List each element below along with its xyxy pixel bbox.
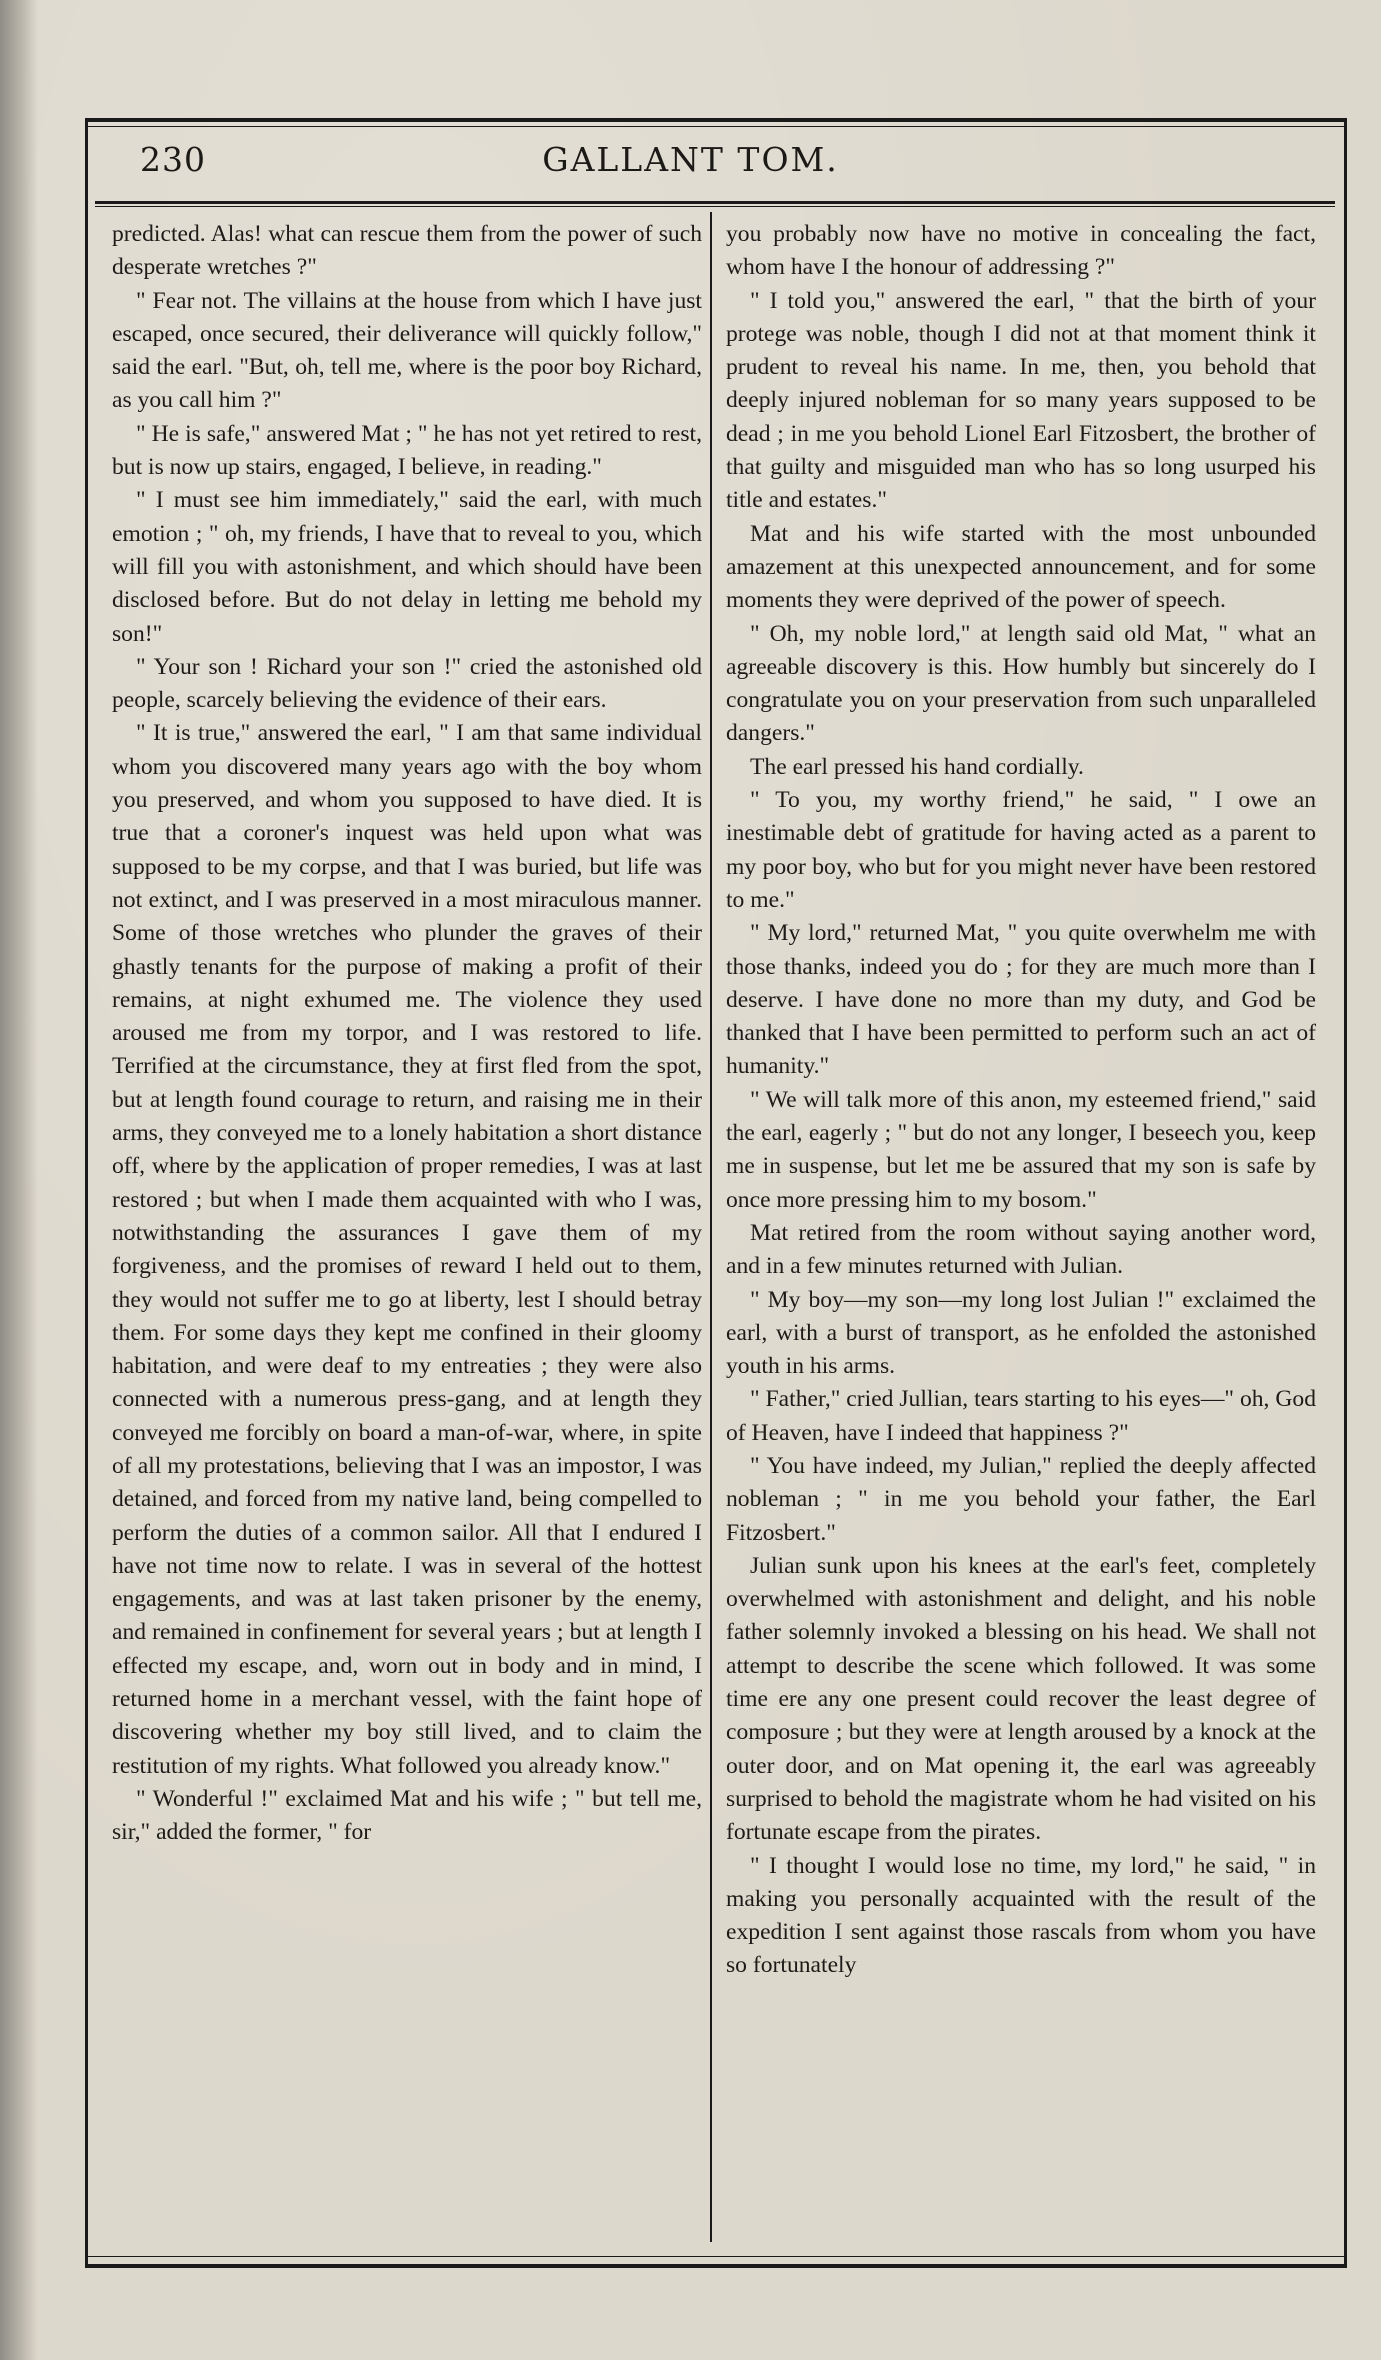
header-rule bbox=[95, 201, 1335, 204]
right-frame-rule bbox=[1344, 122, 1347, 2264]
paragraph: The earl pressed his hand cordially. bbox=[750, 753, 1084, 780]
paragraph: " I told you," answered the earl, " that the birth of your protege was noble, though I did not at that moment think it prudent to reveal his name. In me, then, you behold that deeply injured nobleman for so many years supposed to be dead ; in me you behold Lionel Earl Fitzosbert, the brother of that guilty and misguided man who has so long usurped his title and estates." bbox=[726, 287, 1316, 514]
running-title: GALLANT TOM. bbox=[542, 140, 839, 179]
paragraph: " We will talk more of this anon, my esteemed friend," said the earl, eagerly ; " but do not any longer, I beseech you, keep me in suspense, but let me be assured that my son is safe by once more pressing him to my bosom." bbox=[726, 1086, 1316, 1213]
paragraph: " It is true," answered the earl, " I am that same individual whom you discovered many years ago with the boy whom you preserved, and whom you supposed to have died. It is true that a coroner's inquest was held upon what was supposed to be my corpse, and that I was buried, but life was not extinct, and I was preserved in a most miraculous manner. Some of those wretches who plunder the graves of their ghastly tenants for the purpose of making a profit of their remains, at night exhumed me. The violence they used aroused me from my torpor, and I was restored to life. Terrified at the circumstance, they at first fled from the spot, but at length found courage to return, and raising me in their arms, they conveyed me to a lonely habitation a short distance off, where by the application of proper remedies, I was at last restored ; but when I made them acquainted with who I was, notwithstanding the assurances I gave them of my forgiveness, and the promises of reward I held out to them, they would not suffer me to go at liberty, lest I should betray them. For some days they kept me confined in their gloomy habitation, and were deaf to my entreaties ; they were also connected with a numerous press-gang, and at length they conveyed me forcibly on board a man-of-war, where, in spite of all my protestations, believing that I was an impostor, I was detained, and forced from my native land, being compelled to perform the duties of a common sailor. All that I endured I have not time now to relate. I was in several of the hottest engagements, and was at last taken prisoner by the enemy, and remained in confinement for several years ; but at length I effected my escape, and, worn out in body and in mind, I returned home in a merchant vessel, with the faint hope of discovering whether my boy still lived, and to claim the restitution of my rights. What followed you already know." bbox=[112, 720, 702, 1779]
bottom-border-thin-rule bbox=[85, 2256, 1347, 2257]
paragraph: " I must see him immediately," said the earl, with much emotion ; " oh, my friends, I have that to reveal to you, which will fill you with astonishment, and which should have been disclosed before. But do not delay in letting me behold my son!" bbox=[112, 487, 702, 647]
paragraph: Julian sunk upon his knees at the earl's feet, completely overwhelmed with astonishment and delight, and his noble father solemnly invoked a blessing on his head. We shall not attempt to describe the scene which followed. It was some time ere any one present could recover the least degree of composure ; but they were at length aroused by a knock at the outer door, and on Mat opening it, the earl was agreeably surprised to behold the magistrate whom he had visited on his fortunate escape from the pirates. bbox=[726, 1552, 1316, 1846]
paragraph: " You have indeed, my Julian," replied the deeply affected nobleman ; " in me you behold your father, the Earl Fitzosbert." bbox=[726, 1452, 1316, 1546]
left-column bbox=[112, 218, 702, 1850]
top-border-thin-rule bbox=[85, 126, 1347, 127]
page-gutter-shadow bbox=[0, 0, 38, 2360]
paragraph: " Wonderful !" exclaimed Mat and his wife ; " but tell me, sir," added the former, " for bbox=[112, 1785, 702, 1846]
paragraph: predicted. Alas! what can rescue them from the power of such desperate wretches ?" bbox=[112, 221, 702, 281]
left-frame-rule bbox=[85, 122, 88, 2264]
paragraph: Mat and his wife started with the most unbounded amazement at this unexpected announcement, and for some moments they were deprived of the power of speech. bbox=[726, 520, 1316, 614]
column-divider bbox=[710, 212, 712, 2242]
paragraph: " My boy—my son—my long lost Julian !" exclaimed the earl, with a burst of transport, as he enfolded the astonished youth in his arms. bbox=[726, 1286, 1316, 1380]
paragraph: " Your son ! Richard your son !" cried the astonished old people, scarcely believing the evidence of their ears. bbox=[112, 653, 702, 714]
page-number: 230 bbox=[140, 140, 206, 179]
top-border-rule bbox=[85, 118, 1347, 122]
paragraph: " Fear not. The villains at the house from which I have just escaped, once secured, their deliverance will quickly follow," said the earl. "But, oh, tell me, where is the poor boy Richard, as you call him ?" bbox=[112, 287, 702, 414]
paragraph: " To you, my worthy friend," he said, " I owe an inestimable debt of gratitude for having acted as a parent to my poor boy, who but for you might never have been restored to me." bbox=[726, 787, 1316, 913]
paragraph: " He is safe," answered Mat ; " he has not yet retired to rest, but is now up stairs, engaged, I believe, in reading." bbox=[112, 420, 702, 481]
paragraph: Mat retired from the room without saying another word, and in a few minutes returned with Julian. bbox=[726, 1219, 1316, 1280]
header-thin-rule bbox=[95, 206, 1335, 207]
paragraph: " Oh, my noble lord," at length said old Mat, " what an agreeable discovery is this. How humbly but sincerely do I congratulate you on your preservation from such unparalleled dangers." bbox=[726, 620, 1316, 747]
paragraph: " I thought I would lose no time, my lord," he said, " in making you personally acquainted with the result of the expedition I sent against those rascals from whom you have so fortunately bbox=[726, 1852, 1316, 1979]
paragraph: " My lord," returned Mat, " you quite overwhelm me with those thanks, indeed you do ; for they are much more than I deserve. I have done no more than my duty, and God be thanked that I have been permitted to perform such an act of humanity." bbox=[726, 920, 1316, 1080]
bottom-border-rule bbox=[85, 2264, 1347, 2268]
paragraph: you probably now have no motive in concealing the fact, whom have I the honour of addressing ?" bbox=[726, 221, 1316, 281]
right-column bbox=[726, 218, 1316, 1983]
paragraph: " Father," cried Jullian, tears starting to his eyes—" oh, God of Heaven, have I indeed that happiness ?" bbox=[726, 1386, 1316, 1446]
